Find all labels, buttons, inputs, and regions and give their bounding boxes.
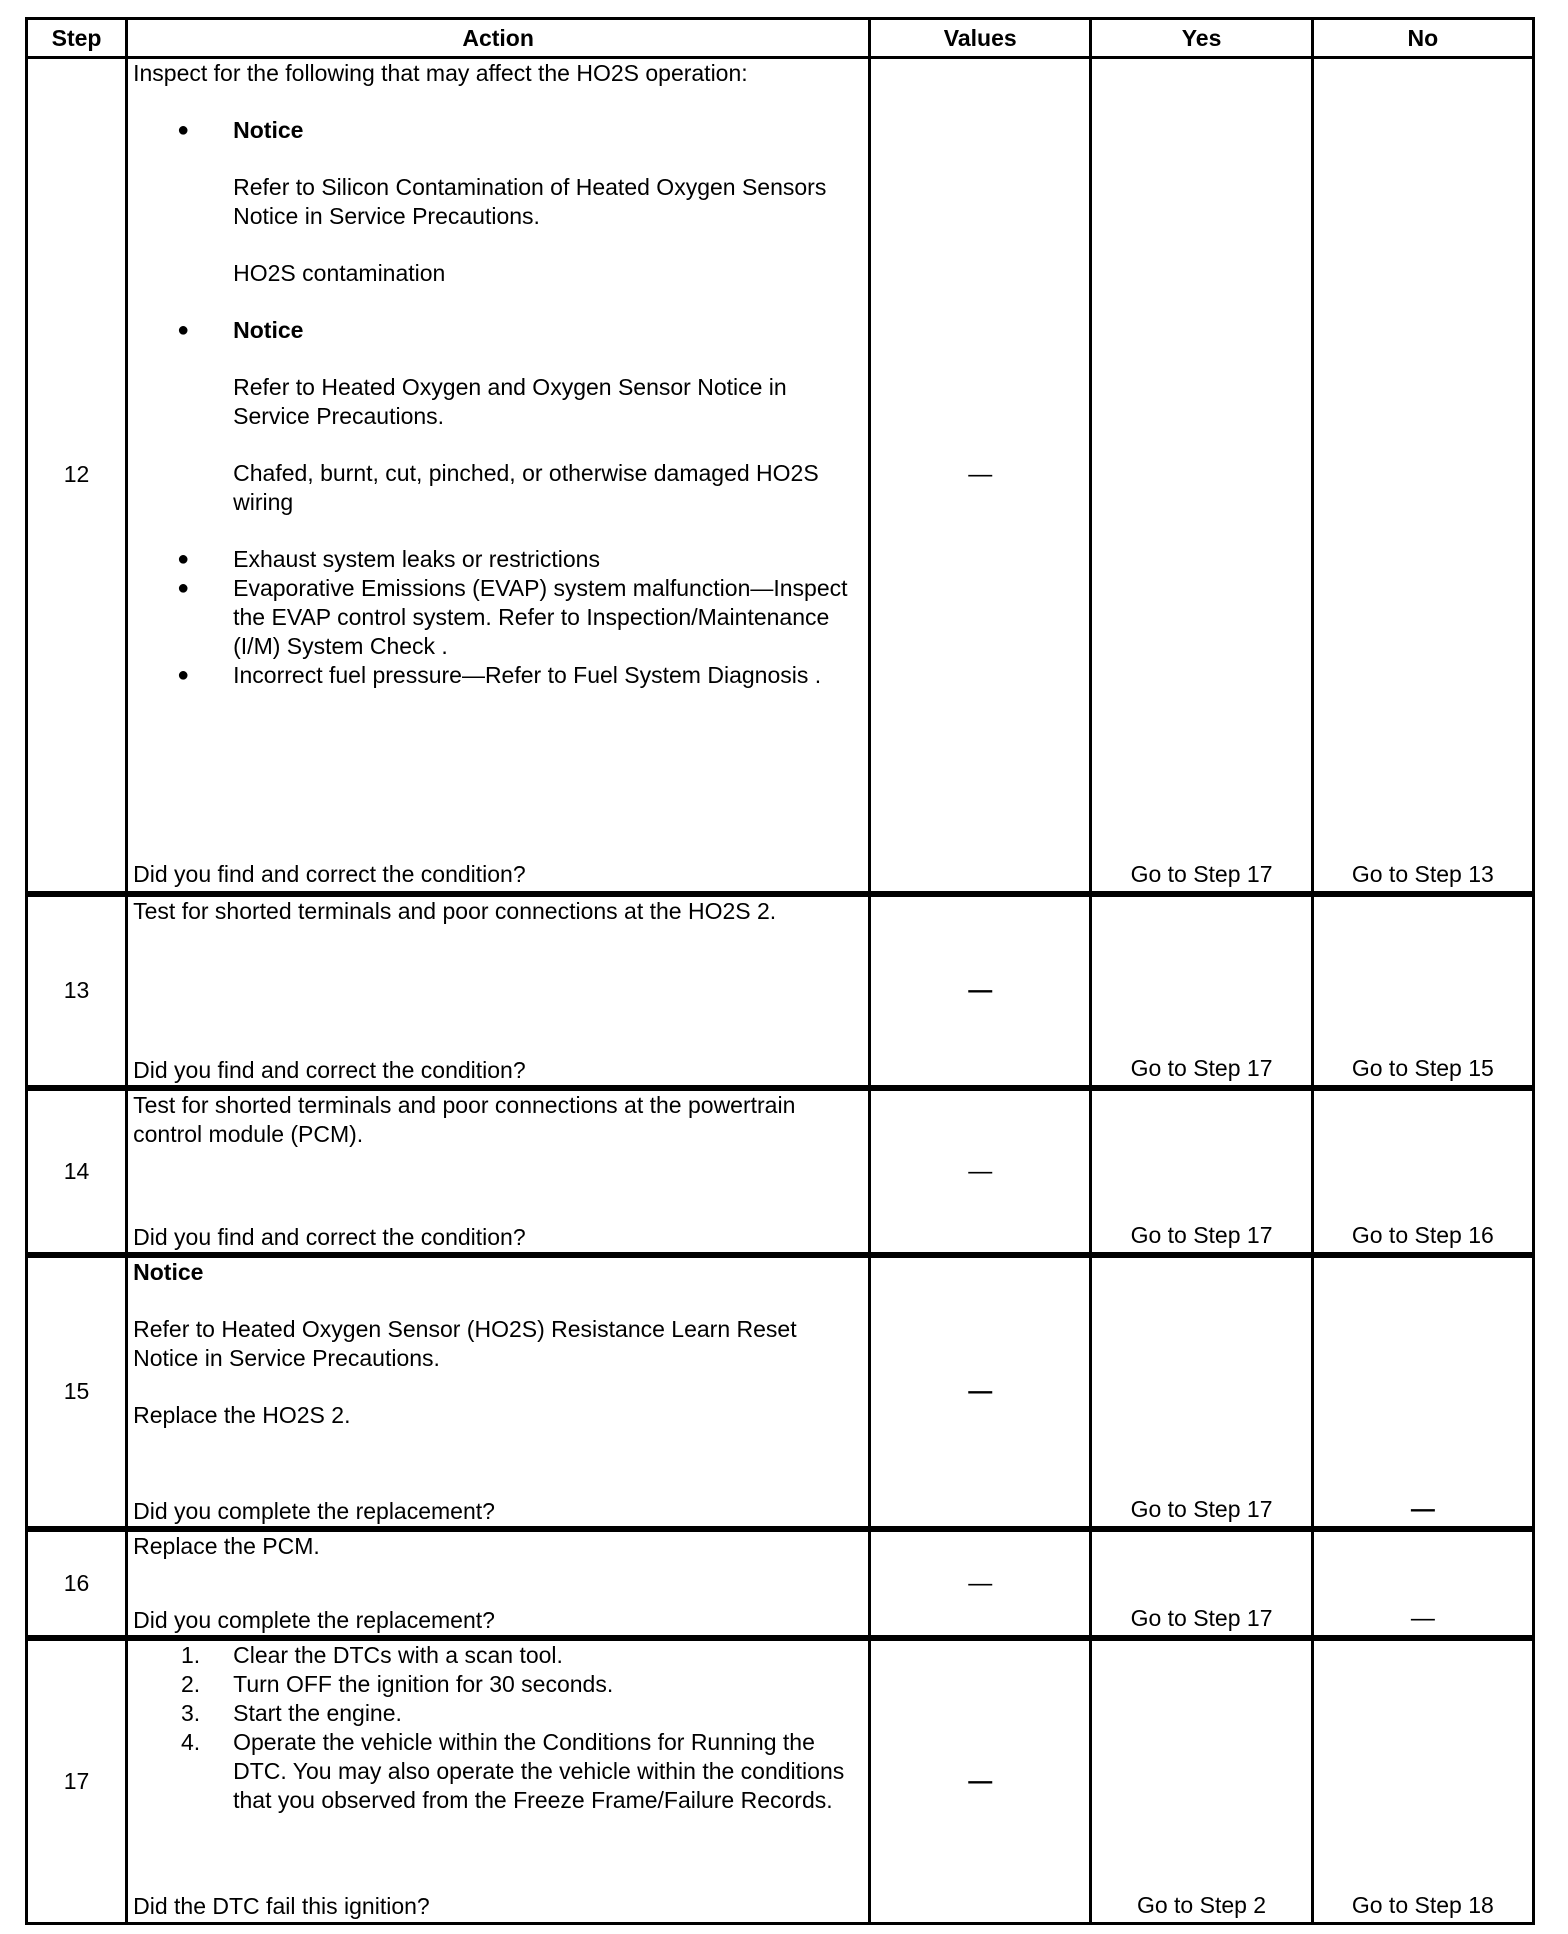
action-cell xyxy=(127,1638,870,1924)
item-text: Evaporative Emissions (EVAP) system malfunction—Inspect the EVAP control system. Refer to Inspection/Maintenance (I/M) System Check . xyxy=(233,575,848,659)
notice-text: Refer to Silicon Contamination of Heated Oxygen Sensors Notice in Service Precautions. xyxy=(233,174,827,229)
list-item xyxy=(133,1699,862,1728)
action-question: Did the DTC fail this ignition? xyxy=(133,1892,430,1919)
no-cell: Go to Step 13 xyxy=(1312,58,1533,894)
no-dash: — xyxy=(1410,1604,1435,1632)
list-item xyxy=(133,116,862,145)
values-cell xyxy=(870,1638,1091,1924)
values-dash: — xyxy=(968,461,993,489)
step-number: 13 xyxy=(27,894,127,1088)
step-text: Clear the DTCs with a scan tool. xyxy=(233,1641,563,1668)
action-cell xyxy=(127,1255,870,1529)
action-text: Replace the PCM. xyxy=(133,1532,320,1559)
no-cell xyxy=(1312,1529,1533,1638)
notice-label: Notice xyxy=(233,317,304,343)
list-item xyxy=(133,316,862,345)
step-index: 2. xyxy=(180,1670,201,1697)
action-intro: Inspect for the following that may affect the HO2S operation: xyxy=(133,60,748,86)
no-cell xyxy=(1312,1255,1533,1529)
action-text: Replace the HO2S 2. xyxy=(133,1401,351,1428)
step-text: Turn OFF the ignition for 30 seconds. xyxy=(233,1670,614,1697)
list-item xyxy=(133,574,862,661)
header-yes: Yes xyxy=(1091,19,1312,58)
yes-cell: Go to Step 17 xyxy=(1091,58,1312,894)
action-cell xyxy=(127,894,870,1088)
header-values: Values xyxy=(870,19,1091,58)
list-item xyxy=(133,1641,862,1670)
values-cell xyxy=(870,1255,1091,1529)
bullet-icon: ● xyxy=(177,319,190,341)
list-item xyxy=(133,545,862,574)
step-number: 14 xyxy=(27,1088,127,1255)
list-item xyxy=(133,661,862,690)
action-question: Did you find and correct the condition? xyxy=(133,1056,526,1083)
values-cell xyxy=(870,58,1091,894)
step-index: 4. xyxy=(180,1728,201,1755)
bullet-icon: ● xyxy=(177,119,190,141)
list-item xyxy=(133,1728,862,1815)
table-row-step-16 xyxy=(27,1529,1534,1638)
values-dash: — xyxy=(968,1569,993,1597)
yes-cell: Go to Step 17 xyxy=(1091,1255,1312,1529)
list-item xyxy=(133,1670,862,1699)
bullet-icon: ● xyxy=(177,664,190,686)
action-question: Did you complete the replacement? xyxy=(133,1606,495,1633)
item-text: Chafed, burnt, cut, pinched, or otherwise damaged HO2S wiring xyxy=(233,460,819,515)
bullet-icon: ● xyxy=(177,577,190,599)
notice-text: Refer to Heated Oxygen Sensor (HO2S) Resistance Learn Reset Notice in Service Precautions. xyxy=(133,1315,797,1371)
table-row-step-13 xyxy=(27,894,1534,1088)
header-action: Action xyxy=(127,19,870,58)
no-dash: — xyxy=(1410,1495,1435,1523)
step-number: 15 xyxy=(27,1255,127,1529)
values-cell xyxy=(870,894,1091,1088)
values-dash: — xyxy=(968,977,993,1004)
values-cell xyxy=(870,1088,1091,1255)
step-number: 17 xyxy=(27,1638,127,1924)
item-text: Exhaust system leaks or restrictions xyxy=(233,546,600,572)
notice-text: Refer to Heated Oxygen and Oxygen Sensor Notice in Service Precautions. xyxy=(233,374,787,429)
no-cell: Go to Step 16 xyxy=(1312,1088,1533,1255)
bullet-icon: ● xyxy=(177,548,190,570)
table-row-step-17 xyxy=(27,1638,1534,1924)
yes-cell: Go to Step 17 xyxy=(1091,1529,1312,1638)
action-question: Did you find and correct the condition? xyxy=(133,861,526,887)
item-text: Incorrect fuel pressure—Refer to Fuel System Diagnosis . xyxy=(233,662,822,688)
action-cell xyxy=(127,1088,870,1255)
notice-label: Notice xyxy=(133,1258,204,1285)
header-row xyxy=(27,19,1534,58)
action-cell xyxy=(127,1529,870,1638)
step-index: 1. xyxy=(180,1641,201,1668)
action-question: Did you complete the replacement? xyxy=(133,1497,495,1524)
header-step: Step xyxy=(27,19,127,58)
step-number: 16 xyxy=(27,1529,127,1638)
action-cell xyxy=(127,58,870,894)
yes-cell: Go to Step 17 xyxy=(1091,1088,1312,1255)
table-row-step-14 xyxy=(27,1088,1534,1255)
values-dash: — xyxy=(968,1767,993,1795)
values-dash: — xyxy=(968,1378,993,1405)
step-number: 12 xyxy=(27,58,127,894)
table-row-step-12 xyxy=(27,58,1534,894)
step-text: Start the engine. xyxy=(233,1699,402,1726)
yes-cell: Go to Step 2 xyxy=(1091,1638,1312,1924)
action-question: Did you find and correct the condition? xyxy=(133,1223,526,1250)
values-dash: — xyxy=(968,1157,993,1185)
step-text: Operate the vehicle within the Conditions for Running the DTC. You may also operate the vehicle within the conditions that you observed from the Freeze Frame/Failure Records. xyxy=(233,1728,845,1813)
step-index: 3. xyxy=(180,1699,201,1726)
values-cell xyxy=(870,1529,1091,1638)
action-text: Test for shorted terminals and poor connections at the HO2S 2. xyxy=(133,897,777,924)
no-cell: Go to Step 15 xyxy=(1312,894,1533,1088)
notice-label: Notice xyxy=(233,117,304,143)
table-row-step-15 xyxy=(27,1255,1534,1529)
item-text: HO2S contamination xyxy=(233,260,446,286)
action-text: Test for shorted terminals and poor connections at the powertrain control module (PCM). xyxy=(133,1091,796,1147)
diagnostic-table xyxy=(25,17,1535,1925)
no-cell: Go to Step 18 xyxy=(1312,1638,1533,1924)
yes-cell: Go to Step 17 xyxy=(1091,894,1312,1088)
header-no: No xyxy=(1312,19,1533,58)
